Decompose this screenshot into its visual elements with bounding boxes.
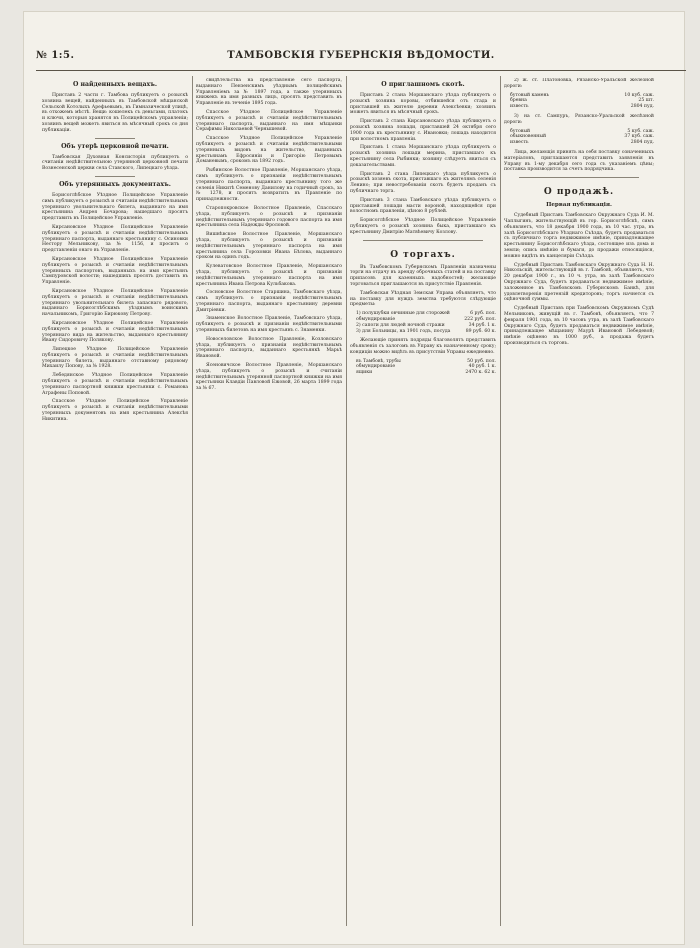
notice-text: Приставъ 3 стана Тамбовскаго уѣзда публикуетъ о приставшей лошади масти вороной, находящейся при волостномъ правленіи, цѣною 8 рублей.: [350, 197, 496, 215]
column-3: [350, 78, 496, 928]
separator: [95, 138, 135, 139]
notice-text: 3) на ст. Сампуръ, Рязанско-Уральской желѣзной дороги:: [504, 113, 654, 125]
section-heading-large: О торгахъ.: [390, 249, 456, 260]
notice-text: Лебедянское Уѣздное Полицейское Управленіе публикуетъ о розыскѣ и считаніи недѣйствительнымъ утеряннаго паспортной книжки крестьянки с. Романова Аграфены Поповой.: [42, 373, 188, 396]
list-item: бревна 25 шт.: [510, 98, 654, 104]
notice-text: Судебный Приставъ Тамбовскаго Окружнаго Суда Н. Н. Никольскій, жительствующій въ г. Тамбовѣ, объявляетъ, что 20 декабря 1900 г., въ 10 ч. утра, въ залѣ Тамбовскаго Окружнаго Суда, будетъ продаваться недвижимое имѣніе, заложенное въ Тамбовскомъ Губернскомъ Банкѣ, для удовлетворенія претензій кредиторовъ; торгъ начнется съ оцѣночной суммы.: [504, 262, 654, 303]
issue-number: № 1:5.: [36, 50, 75, 61]
notice-text: Судебный Приставъ Тамбовскаго Окружнаго Суда И. М. Чаплыгинъ, жительствующій въ гор. Борисоглѣбскѣ, симъ объявляетъ, что 18 декабря 1900 года, въ 10 час. утра, въ залѣ Борисоглѣбскаго Уѣзднаго Съѣзда, будетъ продаваться съ публичнаго торга недвижимое имѣніе, принадлежащее крестьянину Борисоглѣбскаго уѣзда, состоящее изъ дома и земли; опись имѣнію и бумаги, до продажи относящіяся, можно видѣть въ канцеляріи Съѣзда.: [504, 213, 654, 259]
subsection-heading: Первая публикація.: [546, 202, 612, 209]
list-item: бутовый 5 куб. саж.: [510, 128, 654, 134]
list-item: 2) сапоги для людей ночной стражи 34 руб. 1 к.: [356, 322, 496, 328]
notice-text: Тамбовская Уѣздная Земская Управа объявляетъ, что на поставку для нуждъ земства требуются слѣдующіе предметы:: [350, 290, 496, 308]
item-listing: [356, 359, 496, 376]
notice-text: Спасское Уѣздное Полицейское Управленіе публикуетъ о розыскѣ и считаніи недѣйствительными утерянныхъ документовъ на имя крестьянина Алексѣя Никитина.: [42, 399, 188, 422]
list-item: 3) для Больницы, на 1901 годъ, посуда 89 руб. 60 к.: [356, 328, 496, 334]
notice-text: Кирсановское Уѣздное Полицейское Управленіе публикуетъ о розыскѣ и считаніи недѣйствительнымъ утеряннаго увольнительнаго билета запаснаго рядового, выданнаго Борисоглѣбскимъ уѣзднымъ воинскимъ начальникомъ, Григорію Бирюкову Петрову.: [42, 288, 188, 318]
header-rule: [36, 70, 686, 71]
notice-text: Кирсановское Уѣздное Полицейское Управленіе публикуетъ о розыскѣ и считаніи недѣйствительнымъ утеряннаго паспорта, выданнаго крестьянину с. Осиновки Нестору Мельникову, за № 1156, и проситъ о представленіи онаго въ Управленіе.: [42, 224, 188, 254]
list-item: въ Тамбовѣ, трубы 50 руб. пол.: [356, 358, 496, 364]
column-divider: [192, 76, 193, 926]
notice-text: Приставъ 2 части г. Тамбова публикуетъ о розыскѣ хозяина вещей, найденныхъ въ Тамбовской мѣщанской Сельской Котолыхъ Арефьевымъ, въ Гимназической улицѣ, въ отхожемъ мѣстѣ. Вещи: кошелекъ съ деньгами, платокъ и ключи, которыя хранятся въ Полицейскомъ управленіи; хозяинъ вещей можетъ явиться въ мѣсячный срокъ со дня публикаціи.: [42, 93, 188, 133]
notice-text: Спасское Уѣздное Полицейское Управленіе публикуетъ о розыскѣ и считаніи недѣйствительными утерянныхъ видовъ на жительство, выданныхъ крестьянамъ Ефросиніи и Григорію Петровымъ Доманевымъ, срокомъ на 1892 годъ.: [196, 136, 342, 165]
notice-text: Сосновское Волостное Старшина, Тамбовскаго уѣзда, симъ публикуетъ о признаніи недѣйствительнымъ утеряннаго паспорта, выданнаго крестьянину деревни Дмитріевки.: [196, 290, 342, 313]
notice-text: Борисоглѣбское Уѣздное Полицейское Управленіе публикуетъ о розыскѣ хозяина быка, приставшаго къ крестьянину Дмитрію Матвѣевичу Козлову.: [350, 218, 496, 235]
column-1: [42, 78, 188, 928]
list-item: известь 2804 пуд.: [510, 140, 654, 146]
notice-text: Тамбовская Духовная Консисторія публикуетъ о считаніи недѣйствительною утерянной церковной печати Вознесенской церкви села Ставского, Липецкаго уѣзда.: [42, 154, 188, 172]
list-item: 1) полушубки овчинные для сторожей 6 руб. пол.: [356, 311, 496, 317]
separator: [519, 177, 639, 178]
list-item: известь 2804 пуд.: [510, 104, 654, 110]
notice-text: 2) ж. ст. Платоновка, Рязанско-Уральской железной дороги:: [504, 78, 654, 89]
item-listing: [356, 311, 496, 334]
notice-text: Желающіе принять подряды благоволятъ представить объявленія съ залогомъ въ Управу къ назначенному сроку; кондиціи можно видѣть въ присутствіи Управы ежедневно.: [350, 338, 496, 355]
column-2: [196, 78, 342, 928]
notice-text: Въ Тамбовскомъ Губернскомъ Правленіи назначены торги на отдачу въ аренду оброчныхъ статей и на поставку припасовъ для казенныхъ надобностей; желающіе торговаться приглашаются въ присутствіе Правленія.: [350, 264, 496, 287]
notice-text: Ясеновичское Волостное Правленіе, Моршанскаго уѣзда, публикуетъ о розыскѣ и считаніи недѣйствительнымъ утерянной паспортной книжки на имя крестьянки Клавдіи Павловой Ежовой, 26 марта 1899 года за № 67.: [196, 363, 342, 392]
section-heading: Объ утерѣ церковной печати.: [61, 142, 169, 150]
separator: [363, 240, 483, 241]
list-item: обмундированіе 40 руб. 1 к.: [356, 364, 496, 370]
notice-text: Приставъ 2 стана Кирсановскаго уѣзда публикуетъ о розыскѣ хозяина лошади, приставшей 24 октября сего 1900 года къ крестьянину с. Ивановки; лошадь находится при волостномъ правленіи.: [350, 119, 496, 142]
column-divider: [346, 76, 347, 926]
notice-text: Приставъ 2 стана Моршанскаго уѣзда публикуетъ о розыскѣ хозяина коровы, отбившейся отъ стада и приставшей къ жителю деревни Алексѣевки; хозяинъ можетъ явиться въ мѣсячный срокъ.: [350, 93, 496, 116]
notice-text: свидѣтельства на представленіе сего паспорта, выданнаго Пензенскимъ уѣзднымъ полицейскимъ Управленіемъ за № 1897 года, а также утерянныхъ книжекъ на имя разныхъ лицъ, просятъ представить въ Управленіе въ теченіе 1895 года.: [196, 78, 342, 107]
notice-text: Липецкое Уѣздное Полицейское Управленіе публикуетъ о розыскѣ и считаніи недѣйствительнымъ утеряннаго билета, выданнаго отставному рядовому Михаилу Попову, за № 1928.: [42, 347, 188, 370]
notice-text: Судебный Приставъ при Тамбовскомъ Окружномъ Судѣ Мельниковъ, живущій въ г. Тамбовѣ, объявляетъ, что 7 февраля 1901 года, въ 10 часовъ утра, въ залѣ Тамбовскаго Окружнаго Суда, будетъ продаваться недвижимое имѣніе, принадлежащее мѣщанину Маурѣ Ивановой Лебедевой; имѣніе оцѣнено въ 1000 руб., а продажа будетъ производиться съ торговъ.: [504, 306, 654, 346]
notice-text: Кулеватовское Волостное Правленіе, Моршанскаго уѣзда, публикуетъ о розыскѣ и признаніи недѣйствительнымъ утеряннаго паспорта на имя крестьянина Ивана Петрова Кульбакова.: [196, 264, 342, 287]
notice-text: Старопокровское Волостное Правленіе, Спасскаго уѣзда, публикуетъ о розыскѣ и признаніи недѣйствительнымъ утеряннаго годового паспорта на имя крестьянина села Надежды Фроловой.: [196, 205, 342, 229]
list-item: ящики 2470 к. 62 к.: [356, 370, 496, 376]
list-item: бутовый камень 10 куб. саж.: [510, 92, 654, 98]
item-listing: [510, 93, 654, 110]
list-item: обмундированіе 222 руб. пол.: [356, 316, 496, 322]
section-heading: О найденныхъ вещахъ.: [72, 81, 158, 88]
section-heading: Объ утерянныхъ документахъ.: [59, 180, 171, 188]
page-header: [36, 50, 686, 68]
column-divider: [500, 76, 501, 926]
notice-text: Спасское Уѣздное Полицейское Управленіе публикуетъ о розыскѣ и считаніи недѣйствительнымъ утеряннаго паспорта, выданнаго на имя мѣщанки Серафимы Николаевой Чернышевой.: [196, 109, 342, 133]
notice-text: Кирсановское Уѣздное Полицейское Управленіе публикуетъ о розыскѣ и считаніи недѣйствительнымъ утеряннаго вида на жительство, выданнаго крестьянину Ивану Сидоровичу Полякову.: [42, 320, 188, 344]
section-heading: О приглашномъ скотѣ.: [381, 81, 465, 88]
list-item: обыкновенный 37 куб. саж.: [510, 134, 654, 140]
notice-text: Знаменское Волостное Правленіе, Тамбовскаго уѣзда, публикуетъ о розыскѣ и признаніи недѣйствительными утерянныхъ билетовъ на имя крестьянъ с. Знаменки.: [196, 316, 342, 334]
newspaper-title: ТАМБОВСКІЯ ГУБЕРНСКІЯ ВѢДОМОСТИ.: [227, 50, 495, 61]
notice-text: Новоселовское Волостное Правленіе, Козловскаго уѣзда, публикуетъ о признаніи недѣйствительнымъ утеряннаго паспорта, выданнаго крестьянкѣ Марьѣ Ивановой.: [196, 336, 342, 360]
notice-text: Вишнѣвское Волостное Правленіе, Моршанскаго уѣзда, публикуетъ о розыскѣ и признаніи недѣйствительнымъ утеряннаго паспорта на имя крестьянина села Гороховки Ивана Бѣлова, выданнаго сроком на одинъ годъ.: [196, 232, 342, 261]
notice-text: Борисоглѣбское Уѣздное Полицейское Управленіе симъ публикуетъ о розыскѣ и считаніи недѣйствительнымъ утеряннаго увольнительнаго билета, выданнаго на имя крестьянина Андрея Бочарова; нашедшаго просятъ представить въ Полицейское Управленіе.: [42, 192, 188, 222]
notice-text: Рыбинское Волостное Правленіе, Моршанскаго уѣзда, симъ публикуетъ о признаніи недѣйствительнымъ утеряннаго паспорта, выданнаго крестьянину того же селенія Никитѣ Семенову Данилову на годичный срокъ, за № 1278, и проситъ возвратить въ Правленіе по принадлежности.: [196, 168, 342, 203]
section-heading-large: О продажѣ.: [543, 187, 615, 198]
notice-text: Приставъ 1 стана Моршанскаго уѣзда публикуетъ о розыскѣ хозяина лошади мерина, приставшаго къ крестьянину села Рыбинки; хозяину слѣдуетъ явиться съ доказательствами.: [350, 145, 496, 168]
notice-text: Кирсановское Уѣздное Полицейское Управленіе публикуетъ о розыскѣ и считаніи недѣйствительнымъ утерянныхъ паспортовъ, выданныхъ на имя крестьянъ Сампуровской волости; нашедшихъ просятъ доставить въ Управленіе.: [42, 256, 188, 286]
notice-text: Лица, желающія принять на себя поставку означенныхъ матеріаловъ, приглашаются представить заявленія въ Управу въ 1-му декабря сего года съ указаніемъ цѣны; поставка производится за счетъ подрядчика.: [504, 149, 654, 173]
notice-text: Приставъ 2 стана Липецкаго уѣзда публикуетъ о розыскѣ хозяевъ скота, приставшаго къ жителямъ селенія Ленино; при невостребованіи скотъ будетъ проданъ съ публичнаго торга.: [350, 171, 496, 194]
separator: [95, 176, 135, 177]
column-4: [504, 78, 654, 928]
item-listing: [510, 129, 654, 146]
